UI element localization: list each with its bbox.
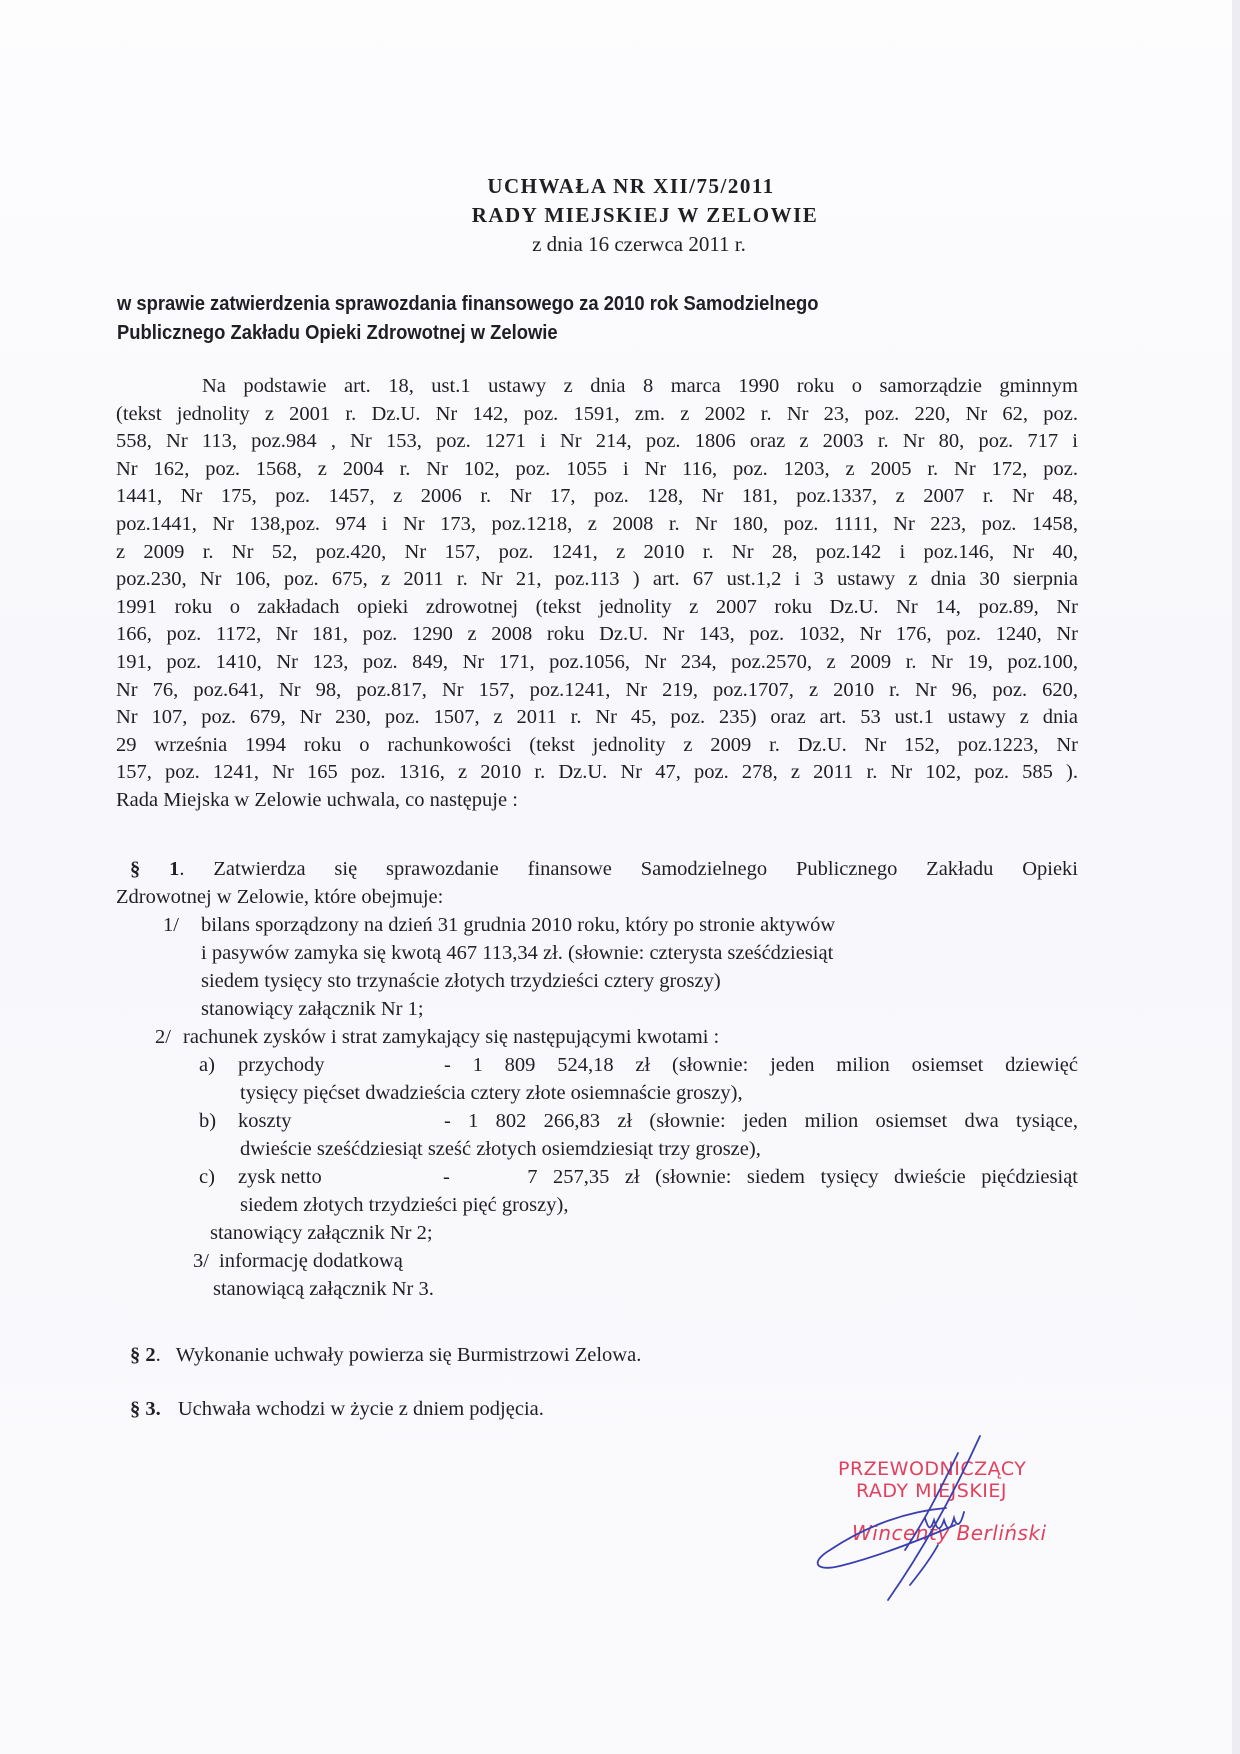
resolution-subject xyxy=(117,290,945,348)
preamble-line: Na podstawie art. 18, ust.1 ustawy z dnia 8 marca 1990 roku o samorządzie gminnym xyxy=(202,375,1078,397)
preamble-line: Nr 107, poz. 679, Nr 230, poz. 1507, z 2011 r. Nr 45, poz. 235) oraz art. 53 ust.1 ustawy z dnia xyxy=(116,706,1078,729)
item-3-number: 3/ xyxy=(193,1250,209,1272)
preamble-line: 166, poz. 1172, Nr 181, poz. 1290 z 2008 roku Dz.U. Nr 143, poz. 1032, Nr 176, poz. 1240, Nr xyxy=(116,623,1078,646)
item-1-line: i pasywów zamyka się kwotą 467 113,34 zł. (słownie: czterysta sześćdziesiąt xyxy=(201,942,834,964)
preamble-line: Rada Miejska w Zelowie uchwala, co następuje : xyxy=(116,788,518,811)
preamble-line: 1441, Nr 175, poz. 1457, z 2006 r. Nr 17, poz. 128, Nr 181, poz.1337, z 2007 r. Nr 48, xyxy=(116,485,1078,508)
subject-line: w sprawie zatwierdzenia sprawozdania finansowego za 2010 rok Samodzielnego xyxy=(117,293,819,315)
preamble-line: 191, poz. 1410, Nr 123, poz. 849, Nr 171, poz.1056, Nr 234, poz.2570, z 2009 r. Nr 19, poz.100, xyxy=(116,650,1078,673)
entry-words-costs: dwieście sześćdziesiąt sześć złotych osiemdziesiąt trzy grosze), xyxy=(240,1138,761,1160)
item-2-closing: stanowiący załącznik Nr 2; xyxy=(210,1222,433,1244)
item-1-line: stanowiący załącznik Nr 1; xyxy=(201,998,424,1020)
preamble-line: z 2009 r. Nr 52, poz.420, Nr 157, poz. 1241, z 2010 r. Nr 28, poz.142 i poz.146, Nr 40, xyxy=(116,540,1078,563)
preamble-line: Nr 162, poz. 1568, z 2004 r. Nr 102, poz. 1055 i Nr 116, poz. 1203, z 2005 r. Nr 172, poz. xyxy=(116,457,1078,480)
section-2 xyxy=(130,1342,641,1370)
council-name: RADY MIEJSKIEJ W ZELOWIE xyxy=(471,203,819,227)
preamble-line: Nr 76, poz.641, Nr 98, poz.817, Nr 157, poz.1241, Nr 219, poz.1707, z 2010 r. Nr 96, poz. 620, xyxy=(116,678,1078,701)
item-3-line: informację dodatkową xyxy=(219,1250,403,1272)
entry-words-net-profit: siedem złotych trzydzieści pięć groszy), xyxy=(240,1194,569,1216)
stamp-title: PRZEWODNICZĄCY xyxy=(838,1458,1027,1480)
section-3-text: Uchwała wchodzi w życie z dniem podjęcia. xyxy=(177,1398,544,1420)
item-2-intro: rachunek zysków i strat zamykający się następującymi kwotami : xyxy=(183,1026,720,1048)
chairman-stamp xyxy=(838,1458,1047,1544)
section-1-intro xyxy=(130,856,1078,884)
section-1-marker: § 1 xyxy=(130,858,180,880)
entry-words-revenue: tysięcy pięćset dwadzieścia cztery złote osiemnaście groszy), xyxy=(240,1082,743,1104)
resolution-number: UCHWAŁA NR XII/75/2011 xyxy=(487,174,775,198)
preamble-line: 558, Nr 113, poz.984 , Nr 153, poz. 1271 i Nr 214, poz. 1806 oraz z 2003 r. Nr 80, poz. 717 i xyxy=(116,430,1078,453)
entry-label-net-profit: zysk netto xyxy=(238,1166,322,1188)
legal-basis-preamble xyxy=(116,373,1078,815)
entry-amount-net-profit: - 7 257,35 zł (słownie: siedem tysięcy dwieście pięćdziesiąt xyxy=(443,1166,1078,1188)
item-1-line: siedem tysięcy sto trzynaście złotych trzydzieści cztery groszy) xyxy=(201,970,721,992)
item-3-line: stanowiącą załącznik Nr 3. xyxy=(213,1278,434,1300)
stamp-name: Wincenty Berliński xyxy=(852,1521,1047,1545)
section-1-intro-cont: Zdrowotnej w Zelowie, które obejmuje: xyxy=(116,886,444,908)
preamble-line: poz.230, Nr 106, poz. 675, z 2011 r. Nr 21, poz.113 ) art. 67 ust.1,2 i 3 ustawy z dnia 30 sierpnia xyxy=(116,568,1078,591)
section-2-text: . Wykonanie uchwały powierza się Burmistrzowi Zelowa. xyxy=(155,1344,642,1366)
preamble-line: 29 września 1994 roku o rachunkowości (tekst jednolity z 2009 r. Dz.U. Nr 152, poz.1223, Nr xyxy=(116,733,1078,756)
resolution-header xyxy=(0,172,1240,259)
resolution-date: z dnia 16 czerwca 2011 r. xyxy=(532,232,746,256)
preamble-line: 1991 roku o zakładach opieki zdrowotnej (tekst jednolity z 2007 roku Dz.U. Nr 14, poz.89, Nr xyxy=(116,595,1078,618)
entry-letter: c) xyxy=(199,1166,215,1188)
preamble-line: poz.1441, Nr 138,poz. 974 i Nr 173, poz.1218, z 2008 r. Nr 180, poz. 1111, Nr 223, poz. 1458, xyxy=(116,512,1078,535)
entry-letter: b) xyxy=(199,1110,217,1132)
stamp-council: RADY MIEJSKIEJ xyxy=(856,1480,1008,1502)
section-2-marker: § 2 xyxy=(130,1344,156,1366)
subject-line: Publicznego Zakładu Opieki Zdrowotnej w Zelowie xyxy=(117,322,558,344)
section-1-text: . Zatwierdza się sprawozdanie finansowe Samodzielnego Publicznego Zakładu Opieki xyxy=(179,858,1078,880)
entry-amount-costs: - 1 802 266,83 zł (słownie: jeden milion osiemset dwa tysiące, xyxy=(444,1110,1078,1132)
item-1-line: bilans sporządzony na dzień 31 grudnia 2010 roku, który po stronie aktywów xyxy=(201,914,836,936)
section-3-marker: § 3. xyxy=(130,1398,161,1420)
preamble-line: (tekst jednolity z 2001 r. Dz.U. Nr 142, poz. 1591, zm. z 2002 r. Nr 23, poz. 220, Nr 62, poz. xyxy=(116,402,1078,425)
entry-letter: a) xyxy=(199,1054,215,1076)
item-1-number: 1/ xyxy=(163,914,179,936)
entry-label-costs: koszty xyxy=(238,1110,292,1132)
scan-edge xyxy=(1232,0,1240,1754)
entry-label-revenue: przychody xyxy=(238,1054,325,1076)
entry-amount-revenue: - 1 809 524,18 zł (słownie: jeden milion osiemset dziewięć xyxy=(444,1054,1078,1076)
preamble-line: 157, poz. 1241, Nr 165 poz. 1316, z 2010 r. Dz.U. Nr 47, poz. 278, z 2011 r. Nr 102, poz. 585 ). xyxy=(116,761,1078,784)
section-3 xyxy=(130,1396,544,1424)
item-2-number: 2/ xyxy=(155,1026,171,1048)
